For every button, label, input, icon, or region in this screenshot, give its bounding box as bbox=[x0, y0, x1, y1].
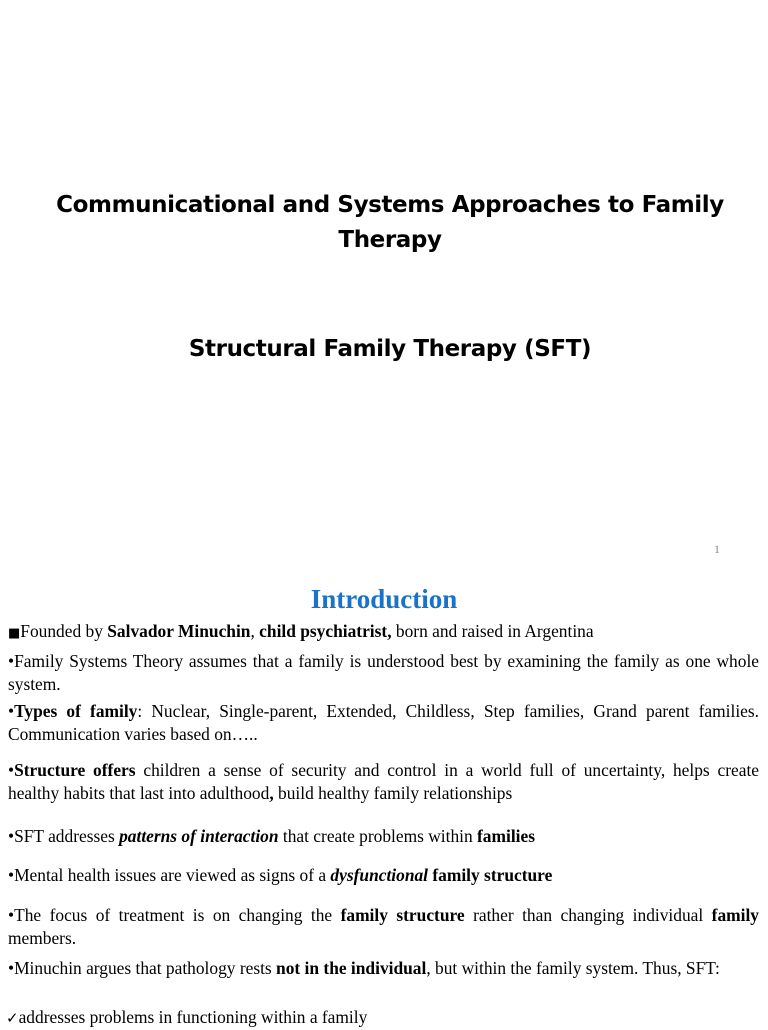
check-mark-icon: ✓ bbox=[6, 1009, 19, 1027]
bullet-icon: • bbox=[8, 905, 15, 925]
bullet-icon: • bbox=[8, 865, 15, 885]
introduction-slide bbox=[0, 568, 768, 1027]
paragraph-systems-theory: •Family Systems Theory assumes that a family is understood best by examining the family as one whole system. bbox=[8, 651, 759, 694]
paragraph-mental-health: •Mental health issues are viewed as signs of a dysfunctional family structure bbox=[8, 865, 553, 885]
slide-subtitle: Structural Family Therapy (SFT) bbox=[188, 336, 592, 362]
bullet-icon: • bbox=[8, 701, 15, 721]
paragraph-family-types: •Types of family: Nuclear, Single-parent, Extended, Childless, Step families, Grand parent families. Communication varies based on….. bbox=[8, 701, 759, 744]
page-number: 1 bbox=[714, 542, 720, 556]
section-heading: Introduction bbox=[310, 584, 458, 614]
paragraph-pathology: •Minuchin argues that pathology rests not in the individual, but within the family system. Thus, SFT: bbox=[8, 958, 720, 978]
paragraph-founder: ■Founded by Salvador Minuchin, child psychiatrist, born and raised in Argentina bbox=[8, 621, 594, 641]
checklist-item: ✓addresses problems in functioning within a family bbox=[6, 1007, 368, 1027]
bullet-icon: • bbox=[8, 826, 15, 846]
bullet-icon: • bbox=[8, 651, 15, 671]
square-bullet-icon: ■ bbox=[8, 626, 21, 641]
paragraph-treatment-focus: •The focus of treatment is on changing the family structure rather than changing individual family members. bbox=[8, 905, 759, 948]
paragraph-patterns: •SFT addresses patterns of interaction that create problems within families bbox=[8, 826, 535, 846]
paragraph-structure: •Structure offers children a sense of security and control in a world full of uncertainty, helps create healthy habits that last into adulthood, build healthy family relationships bbox=[8, 760, 759, 803]
slide-title: Communicational and Systems Approaches to Family Therapy bbox=[56, 192, 724, 253]
bullet-icon: • bbox=[8, 958, 15, 978]
bullet-icon: • bbox=[8, 760, 15, 780]
